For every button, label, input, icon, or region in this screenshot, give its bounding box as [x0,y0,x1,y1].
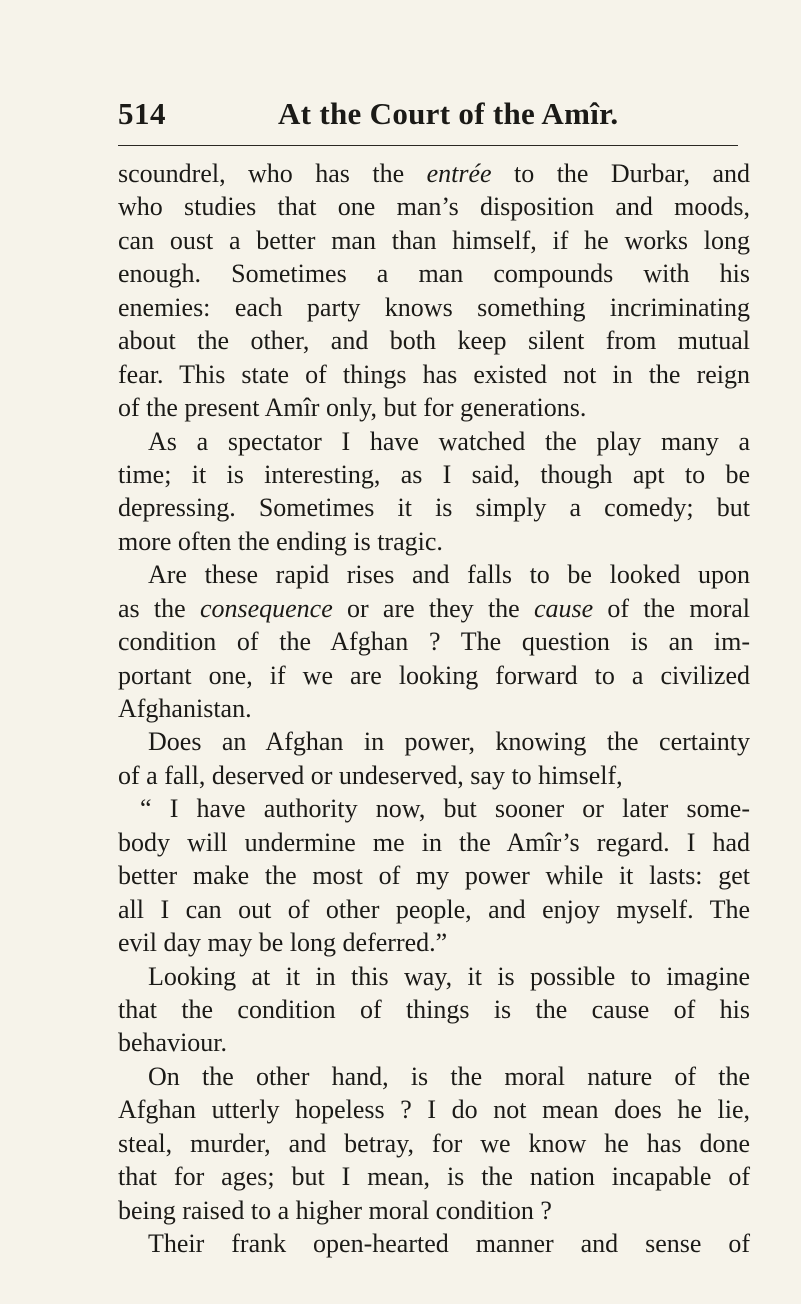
text-line: depressing. Sometimes it is simply a comedy; but [118,493,750,523]
text-line: condition of the Afghan ? The question is an im- [118,627,750,657]
text-line: about the other, and both keep silent from mutual [118,326,750,356]
text-line: being raised to a higher moral condition ? [118,1195,552,1225]
text-line: On the other hand, is the moral nature of the [148,1061,750,1091]
text-line: fear. This state of things has existed not in the reign [118,359,750,389]
text-line: As a spectator I have watched the play many a [148,426,750,456]
text-line: time; it is interesting, as I said, though apt to be [118,459,750,489]
text-line: Looking at it in this way, it is possible to imagine [148,961,750,991]
page-number: 514 [118,96,166,131]
text-line: enemies: each party knows something incriminating [118,292,750,322]
text-line: body will undermine me in the Amîr’s regard. I had [118,827,750,857]
text-line: better make the most of my power while it lasts: get [118,861,750,891]
text-line: Afghan utterly hopeless ? I do not mean does he lie, [118,1095,750,1125]
text-line: portant one, if we are looking forward to a civilized [118,660,750,690]
text-line: steal, murder, and betray, for we know he has done [118,1128,750,1158]
text-line: all I can out of other people, and enjoy myself. The [118,894,750,924]
text-line: Afghanistan. [118,694,252,723]
text-line: of the present Amîr only, but for generations. [118,393,587,423]
text-line: who studies that one man’s disposition and moods, [118,192,750,222]
header-rule [118,145,738,146]
page-header [118,96,738,140]
text-line: Are these rapid rises and falls to be looked upon [148,560,750,590]
running-title: At the Court of the Amîr. [278,96,619,131]
text-line: that for ages; but I mean, is the nation incapable of [118,1162,750,1192]
text-line: as the consequence or are they the cause of the moral [118,593,750,623]
text-line: Does an Afghan in power, knowing the certainty [148,727,750,757]
text-line: enough. Sometimes a man compounds with his [118,259,750,289]
text-line: of a fall, deserved or undeserved, say to himself, [118,760,623,790]
text-line: behaviour. [118,1028,228,1058]
text-line: evil day may be long deferred.” [118,928,448,958]
text-line: that the condition of things is the cause of his [118,994,750,1024]
text-line: scoundrel, who has the entrée to the Durbar, and [118,159,750,188]
body-text [118,157,750,1260]
text-line: can oust a better man than himself, if he works long [118,225,750,255]
text-line: more often the ending is tragic. [118,526,443,556]
text-line: Their frank open-hearted manner and sense of [148,1229,750,1258]
text-line: “ I have authority now, but sooner or later some- [140,794,750,824]
